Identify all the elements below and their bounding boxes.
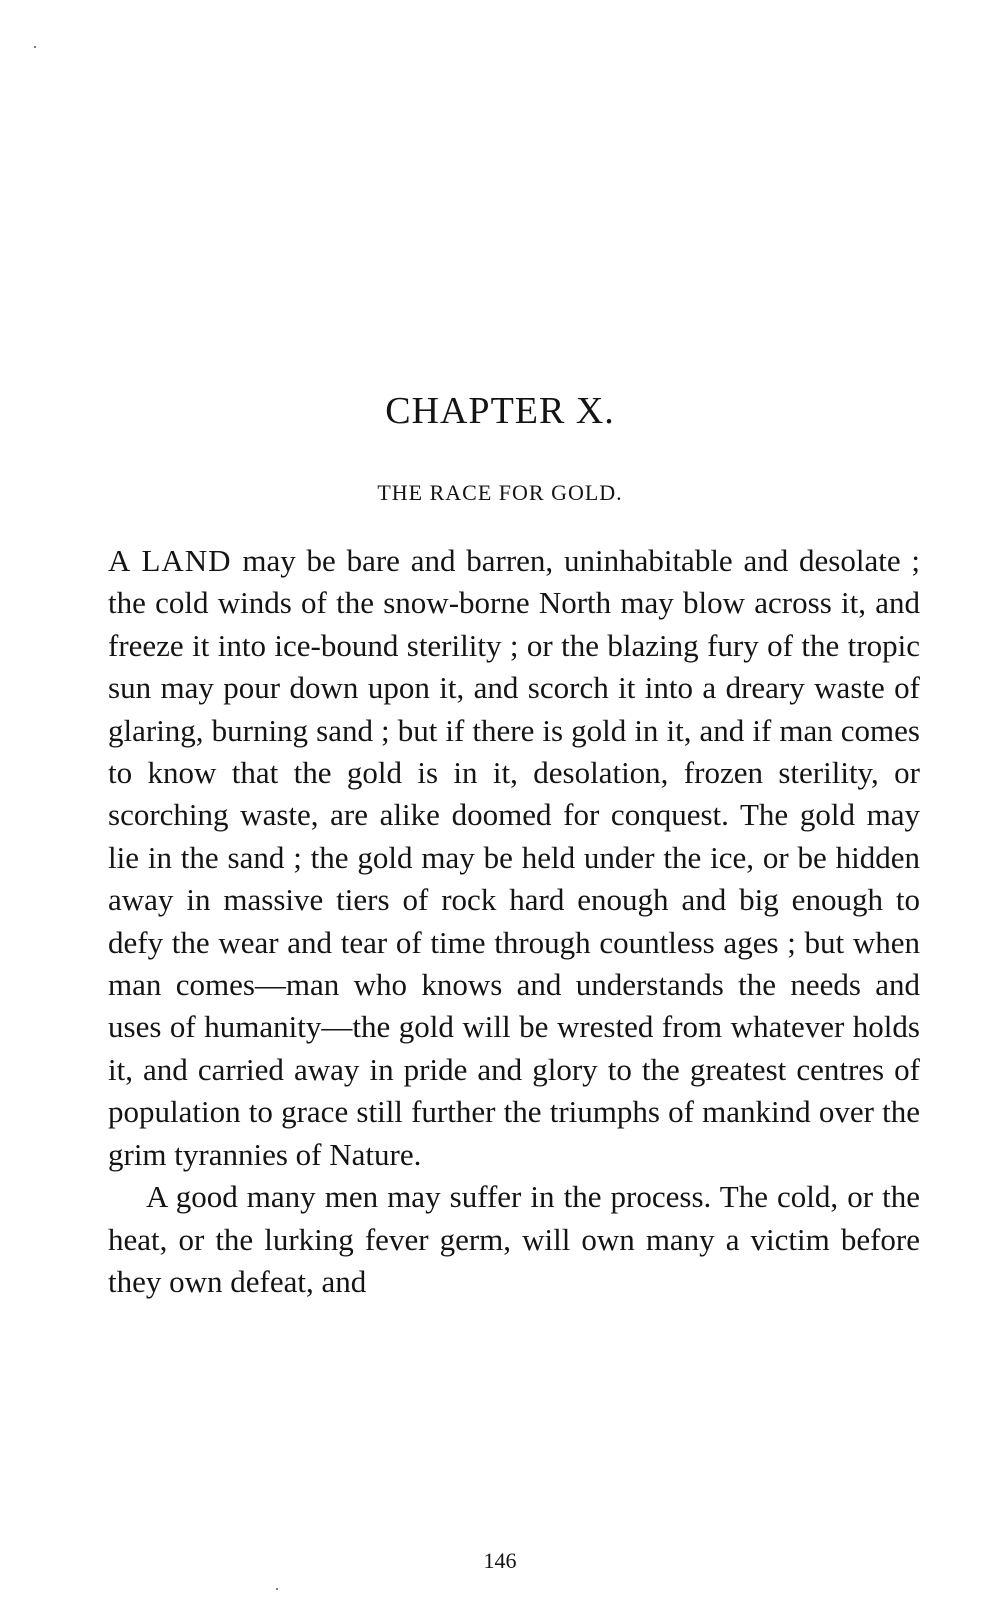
paper-speck bbox=[276, 1588, 278, 1590]
paragraph bbox=[108, 540, 920, 1176]
paragraph-text: may be bare and barren, uninhabitable and desolate ; the cold winds of the snow-borne North may blow across it, and freeze it into ice-bound sterility ; or the blazing fury of the tropic sun may pour down upon it, and scorch it into a dreary waste of glaring, burning sand ; but if there is gold in it, and if man comes to know that the gold is in it, desolation, frozen sterility, or scorching waste, are alike doomed for conquest. The gold may lie in the sand ; the gold may be held under the ice, or be hidden away in massive tiers of rock hard enough and big enough to defy the wear and tear of time through countless ages ; but when man comes—man who knows and understands the needs and uses of humanity—the gold will be wrested from whatever holds it, and carried away in pride and glory to the greatest centres of population to grace still further the triumphs of mankind over the grim tyrannies of Nature. bbox=[108, 543, 920, 1172]
chapter-heading: CHAPTER X. bbox=[385, 390, 615, 432]
paragraph bbox=[108, 1176, 920, 1303]
body-text bbox=[108, 540, 920, 1303]
chapter-subtitle: THE RACE FOR GOLD. bbox=[377, 480, 623, 505]
page-number: 146 bbox=[483, 1548, 517, 1573]
paragraph-lead: A LAND bbox=[108, 543, 232, 578]
paragraph-text: A good many men may suffer in the process. The cold, or the heat, or the lurking fever germ, will own many a victim before they own defeat, and bbox=[108, 1179, 920, 1299]
paper-speck bbox=[34, 46, 36, 48]
